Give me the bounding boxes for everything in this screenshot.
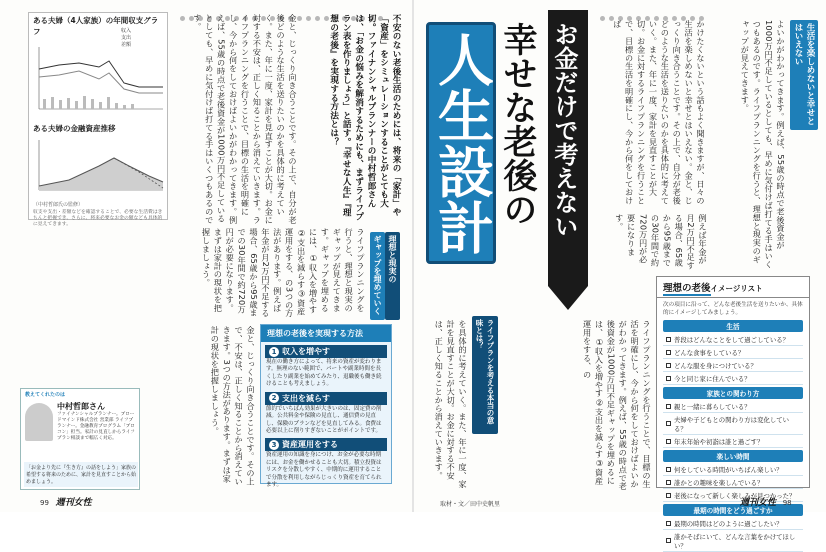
top-dots-left xyxy=(180,6,387,12)
step-2-text: 節約でいちばん効果が大きいのは、固定費の削減。公共料金や保険の見直し、通信費の見直し、保険のプランなどを見直してみる。食費は必要以上に削りすぎないことがポイントです。 xyxy=(266,405,382,434)
list-item: 夫婦や子どもとの関わり方は変化している？ xyxy=(663,413,803,435)
steps-box xyxy=(260,324,392,489)
right-footer xyxy=(740,495,792,508)
right-body-top-right: よいかがわかってきます。例えば、55歳の時点で老後資金が1000万円不足しているとしても、早めに気付けば打てる手はいくつもあるのです。ライフプランニングを行うと、理想と現実のギャップが見えてきます。 xyxy=(740,20,786,269)
step-2-title: 2 支出を減らす xyxy=(265,392,387,405)
income-expense-chart xyxy=(29,39,167,117)
title-line2: 幸せな老後の xyxy=(497,22,537,226)
list-item: 普段はどんなことをして過ごしている？ xyxy=(663,333,803,346)
step-1-text: 現在の働き方によって、将来の資産が変わります。無理のない範囲で、パートや副業時間を長くしたり副業を始めてみたり、退職後も働き続けることも考えましょう。 xyxy=(266,359,382,388)
magazine-logo-left: 週刊女性 xyxy=(55,498,92,508)
left-footer xyxy=(40,495,92,508)
lp-heading: 生活を楽しめないと幸せとはいえない xyxy=(790,20,818,130)
step-3-title: 3 資産運用をする xyxy=(265,438,387,451)
steps-header: 理想の老後を実現する方法 xyxy=(261,325,391,342)
list-title: 理想の老後イメージリスト xyxy=(657,277,809,298)
expert-label: 教えてくれたのは xyxy=(25,392,66,398)
graph-box xyxy=(28,12,168,228)
right-body-middle: 例えば年金が月2万円不足する場合、65歳から95歳までの30年間で約720万円が必要になります。 xyxy=(614,214,708,270)
expert-photo xyxy=(25,403,53,441)
list-item: どんな服を身につけている？ xyxy=(663,359,803,372)
magazine-logo-right: 週刊女性 xyxy=(740,498,777,508)
category-family: 家族との関わり方 xyxy=(663,387,803,399)
step-3-text: 資産運用の知識を身につけ、お金が必要な時期には、お金を働かせることも大切。積立投資はリスクを分散しやすく、中期的に運用することで分散を利用しながらじっくり資産を育てられます。 xyxy=(266,452,382,489)
left-body-lower: 金と、じっくり向き合うことです。その上で、不安は、正しく知ることから消えていきます。3つの方法があります。まずは家計の現状を把握しましょう。 xyxy=(210,326,256,486)
top-dots-right xyxy=(600,6,708,12)
list-item: 老後になって新しく楽しみが見つかった？ xyxy=(663,489,803,502)
list-subtitle: 次の項目に沿って、どんな老後生活を送りたいか、具体的にイメージしてみましょう。 xyxy=(663,302,803,316)
expert-name: 中村哲郎さん xyxy=(57,402,105,411)
asset-trend-chart xyxy=(29,136,167,196)
right-body-lower-left: を具体的に考えていく。また、年に一度、家計を見直すことが大切。お金に対する不安は、正しく知ることから消えていきます。 xyxy=(434,320,468,489)
graph1-title: ある夫婦（4人家族）の年間収支グラフ xyxy=(33,16,159,36)
right-body-upper: かけたくないという話もよく聞きますが、日々の生活を楽しめないと幸せとはいえない。金と、じっくり向き合うことです。その上で、自分が老後どのような生活を送りたいのかを具体的に考えていく。また、年に一度、家計を見直すことが大切。お金に対するライフプランニングを行うことで、目標の生活を明確にし、今から何をしておけば xyxy=(612,20,706,205)
list-item: 今と同じ家に住んでいる？ xyxy=(663,372,803,385)
legend-expense: 支出 xyxy=(121,35,132,41)
legend-difference: 差額 xyxy=(121,42,132,48)
category-final: 最期の時間をどう過ごすか xyxy=(663,504,803,516)
list-item: 年末年始や初詣は誰と過ごす？ xyxy=(663,435,803,448)
graph2-title: ある夫婦の金融資産推移 xyxy=(33,124,116,133)
graph1-legend xyxy=(121,27,131,48)
list-item: 最期の時間はどのように過ごしたい？ xyxy=(663,517,803,530)
page-number-right: 98 xyxy=(782,499,792,507)
category-fun: 楽しい時間 xyxy=(663,450,803,462)
right-body-lower: ライフプランニングを行うことで、目標の生活を明確にし、今から何をしておけばよいかがわかってきます。例えば、55歳の時点で老後資金が1000万円不足ギャップを埋めるには、①収入を増やす②支出を減らす③資産運用をする、の xyxy=(582,320,652,491)
left-body-middle: ライフプランニングを行うと、理想と現実のギャップが見えてきます。ギャップを埋めるには、①収入を増やす②支出を減らす③資産運用をする、の3つの方法があります。例えば年金が月2万円不足する場合、65歳から95歳までの30年間で約720万円が必要になります。まずは家計の現状を把握しましょう。 xyxy=(201,228,366,318)
list-item: どんな食事をしている？ xyxy=(663,346,803,359)
page-number-left: 99 xyxy=(40,499,49,507)
expert-profile-box xyxy=(20,388,140,490)
page-gutter xyxy=(412,0,414,512)
list-item: 親と一緒に暮らしている？ xyxy=(663,400,803,413)
step-1-title: 1 収入を増やす xyxy=(265,345,387,358)
expert-quote: 「お金より先に『生き方』の話をしよう」家族の希望する将来のために、家計を見直すことから始めましょう。 xyxy=(24,462,138,487)
expert-info xyxy=(57,401,137,442)
subhead-gap: 理想と現実の xyxy=(385,232,400,320)
credit: 取材・文／田中史帆里 xyxy=(440,501,501,508)
subhead-gap-2: ギャップを埋めていく xyxy=(370,232,385,320)
graph-caption: 収支や支出・差額などを確認することで、必要な生活費はきちんと把握でき、さらに、将来必要なお金の額なども具体的に見えてきます。 xyxy=(33,210,163,228)
legend-income: 収入 xyxy=(121,28,132,34)
list-item: 何をしている時間がいちばん楽しい？ xyxy=(663,463,803,476)
expert-bio: ファイナンシャルプランナー。ブロードマインド株式会社 営業部 ライフプランナー。金融教育プログラム「ブロコン」担当。家計の見直しからライフプラン相談まで幅広く対応。 xyxy=(57,412,135,441)
list-item: 誰かとの趣味を楽しんでいる？ xyxy=(663,476,803,489)
left-body-upper: 金と、じっくり向き合うことです。その上で、自分が老後どのような生活を送りたいのかを具体的に考えていく。また、年に一度、家計を見直すことが大切。お金に対する不安は、正しく知ることから消えていきます。ライフプランニングを行うことで、目標の生活を明確にし、今から何をしておけばよいかがわかってきます。例えば、55歳の時点で老後資金が1000万円不足しているとしても、早めに気付けば打てる手はいくつもあるのです。 xyxy=(192,14,298,225)
category-life: 生活 xyxy=(663,320,803,332)
graph-source: （中村哲郎氏の監修） xyxy=(33,202,84,208)
lead-paragraph: 不安のない老後生活のためには、将来の「家計」や「資産」をシミュレーションすることがとても大切。ファイナンシャルプランナーの中村哲郎さんは、「お金の悩みを解消するためにも、まずライフプラン表を作りましょう」と話す。『幸せな人生』『理想の老後』を実現する方法とは？ xyxy=(328,14,401,221)
title-line1: お金だけで考えない xyxy=(550,22,578,238)
title-big: 人生設計 xyxy=(426,22,496,264)
list-item: 誰かそばにいて、どんな言葉をかけてほしい？ xyxy=(663,530,803,552)
question-subhead: ライフプランを考える本当の意味とは？ xyxy=(472,316,498,434)
